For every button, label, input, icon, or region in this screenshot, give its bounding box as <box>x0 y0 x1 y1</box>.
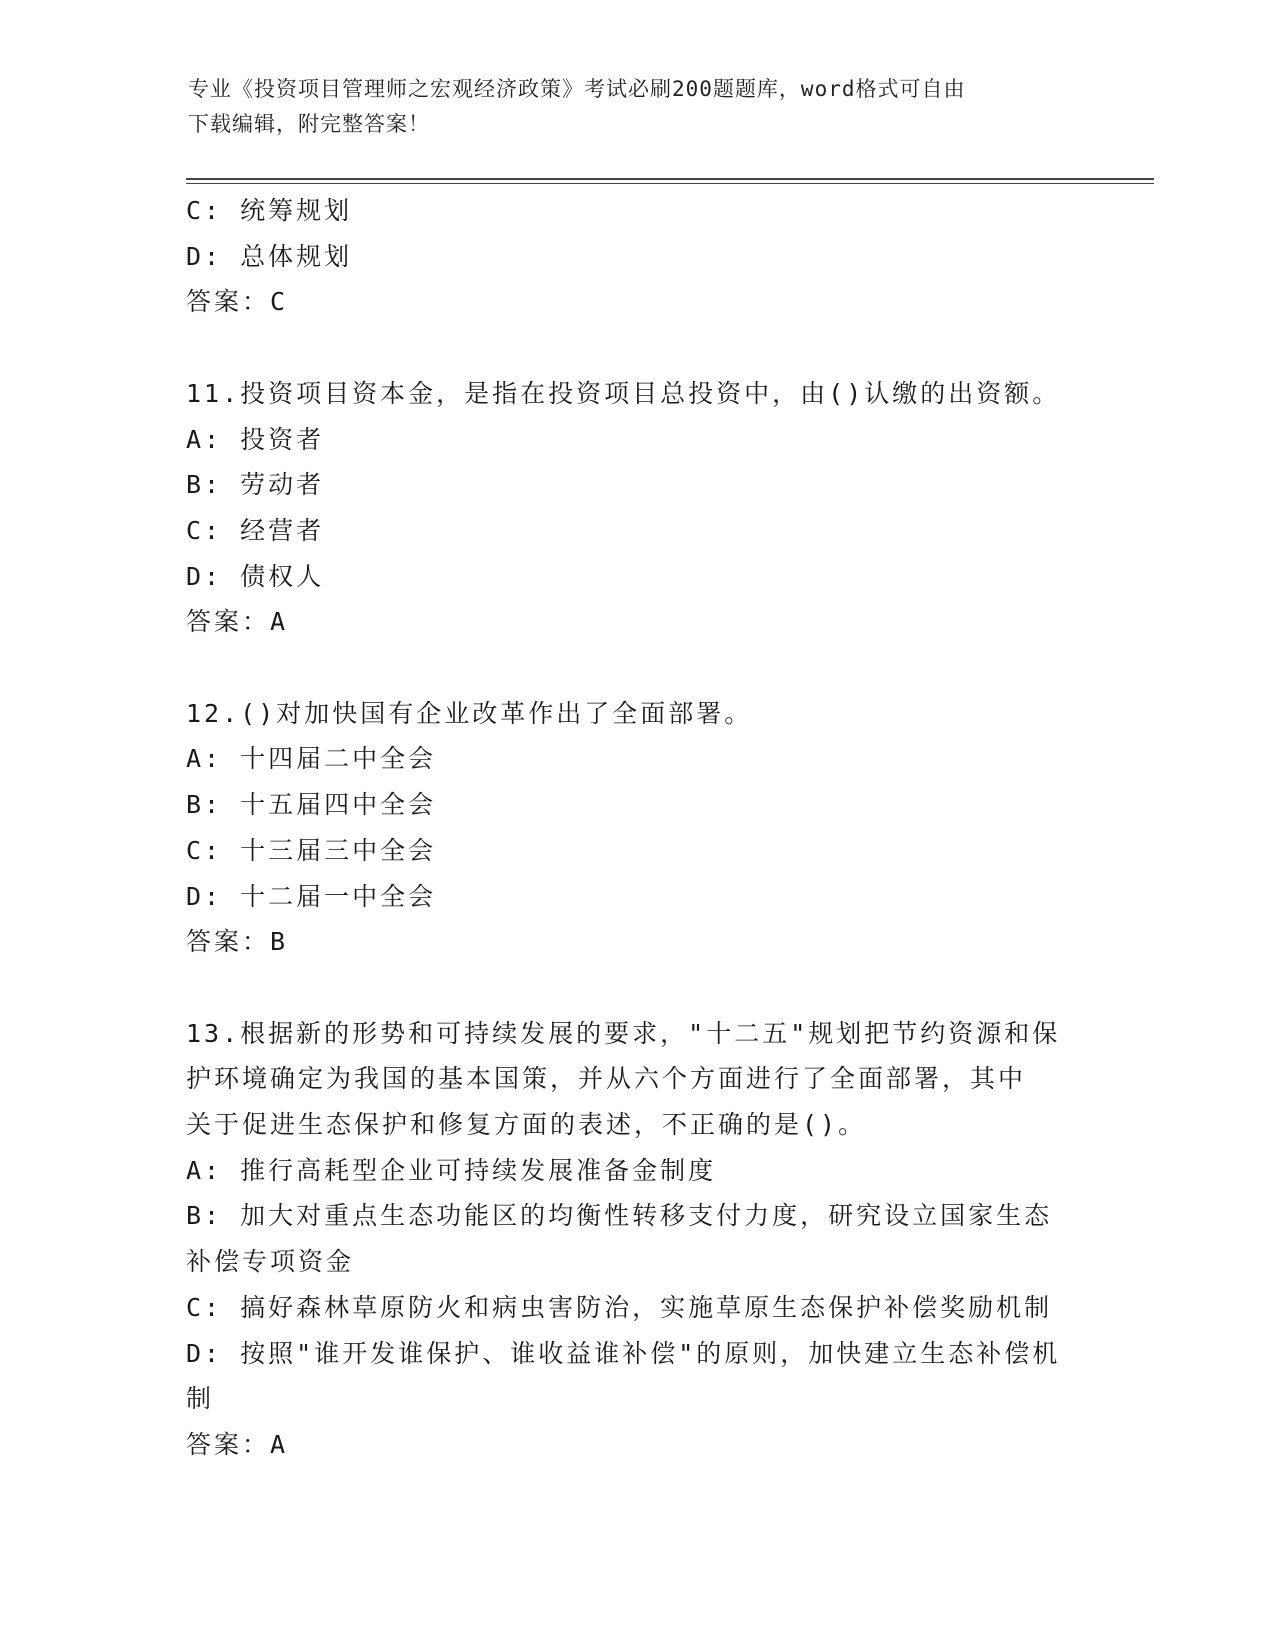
option-b-line-2: 补偿专项资金 <box>186 1247 355 1277</box>
option-c: C: 统筹规划 <box>186 196 353 225</box>
header-title-line-1: 专业《投资项目管理师之宏观经济政策》考试必刷200题题库，word格式可自由 <box>188 77 966 101</box>
option-c: C: 十三届三中全会 <box>186 835 437 865</box>
spacer <box>186 965 1086 1011</box>
option-d: D: 债权人 <box>186 561 325 591</box>
answer-line: 答案：B <box>186 927 289 957</box>
question-stem: 11.投资项目资本金，是指在投资项目总投资中，由()认缴的出资额。 <box>186 378 1061 408</box>
header-divider-thick <box>186 178 1154 180</box>
answer-line: 答案：A <box>186 607 289 637</box>
question-13 <box>186 1011 1086 1468</box>
option-a: A: 投资者 <box>186 424 325 454</box>
question-12 <box>186 691 1086 965</box>
option-c: C: 搞好森林草原防火和病虫害防治，实施草原生态保护补偿奖励机制 <box>186 1292 1053 1322</box>
option-b: B: 十五届四中全会 <box>186 790 437 820</box>
header-divider-thin <box>186 183 1154 184</box>
question-stem-line-3: 关于促进生态保护和修复方面的表述，不正确的是()。 <box>186 1110 867 1140</box>
option-b: B: 劳动者 <box>186 470 325 500</box>
option-d: D: 总体规划 <box>186 241 353 271</box>
header-title-line-2: 下载编辑，附完整答案！ <box>188 112 430 136</box>
question-stem-line-2: 护环境确定为我国的基本国策，并从六个方面进行了全面部署，其中 <box>186 1064 1027 1094</box>
answer-line: 答案：C <box>186 287 289 317</box>
question-list <box>186 188 1086 1468</box>
question-stem-line-1: 13.根据新的形势和可持续发展的要求，"十二五"规划把节约资源和保 <box>186 1018 1061 1048</box>
option-b-line-1: B: 加大对重点生态功能区的均衡性转移支付力度，研究设立国家生态 <box>186 1201 1053 1231</box>
spacer <box>186 325 1086 371</box>
option-d-line-1: D: 按照"谁开发谁保护、谁收益谁补偿"的原则，加快建立生态补偿机 <box>186 1338 1061 1368</box>
prev-question-tail <box>186 188 1086 325</box>
option-c: C: 经营者 <box>186 515 325 545</box>
spacer <box>186 645 1086 691</box>
option-a: A: 推行高耗型企业可持续发展准备金制度 <box>186 1155 717 1185</box>
option-a: A: 十四届二中全会 <box>186 744 437 774</box>
option-d: D: 十二届一中全会 <box>186 881 437 911</box>
question-stem: 12.()对加快国有企业改革作出了全面部署。 <box>186 698 753 728</box>
page-header <box>188 72 1088 142</box>
answer-line: 答案：A <box>186 1429 289 1459</box>
question-11 <box>186 371 1086 645</box>
option-d-line-2: 制 <box>186 1384 215 1414</box>
